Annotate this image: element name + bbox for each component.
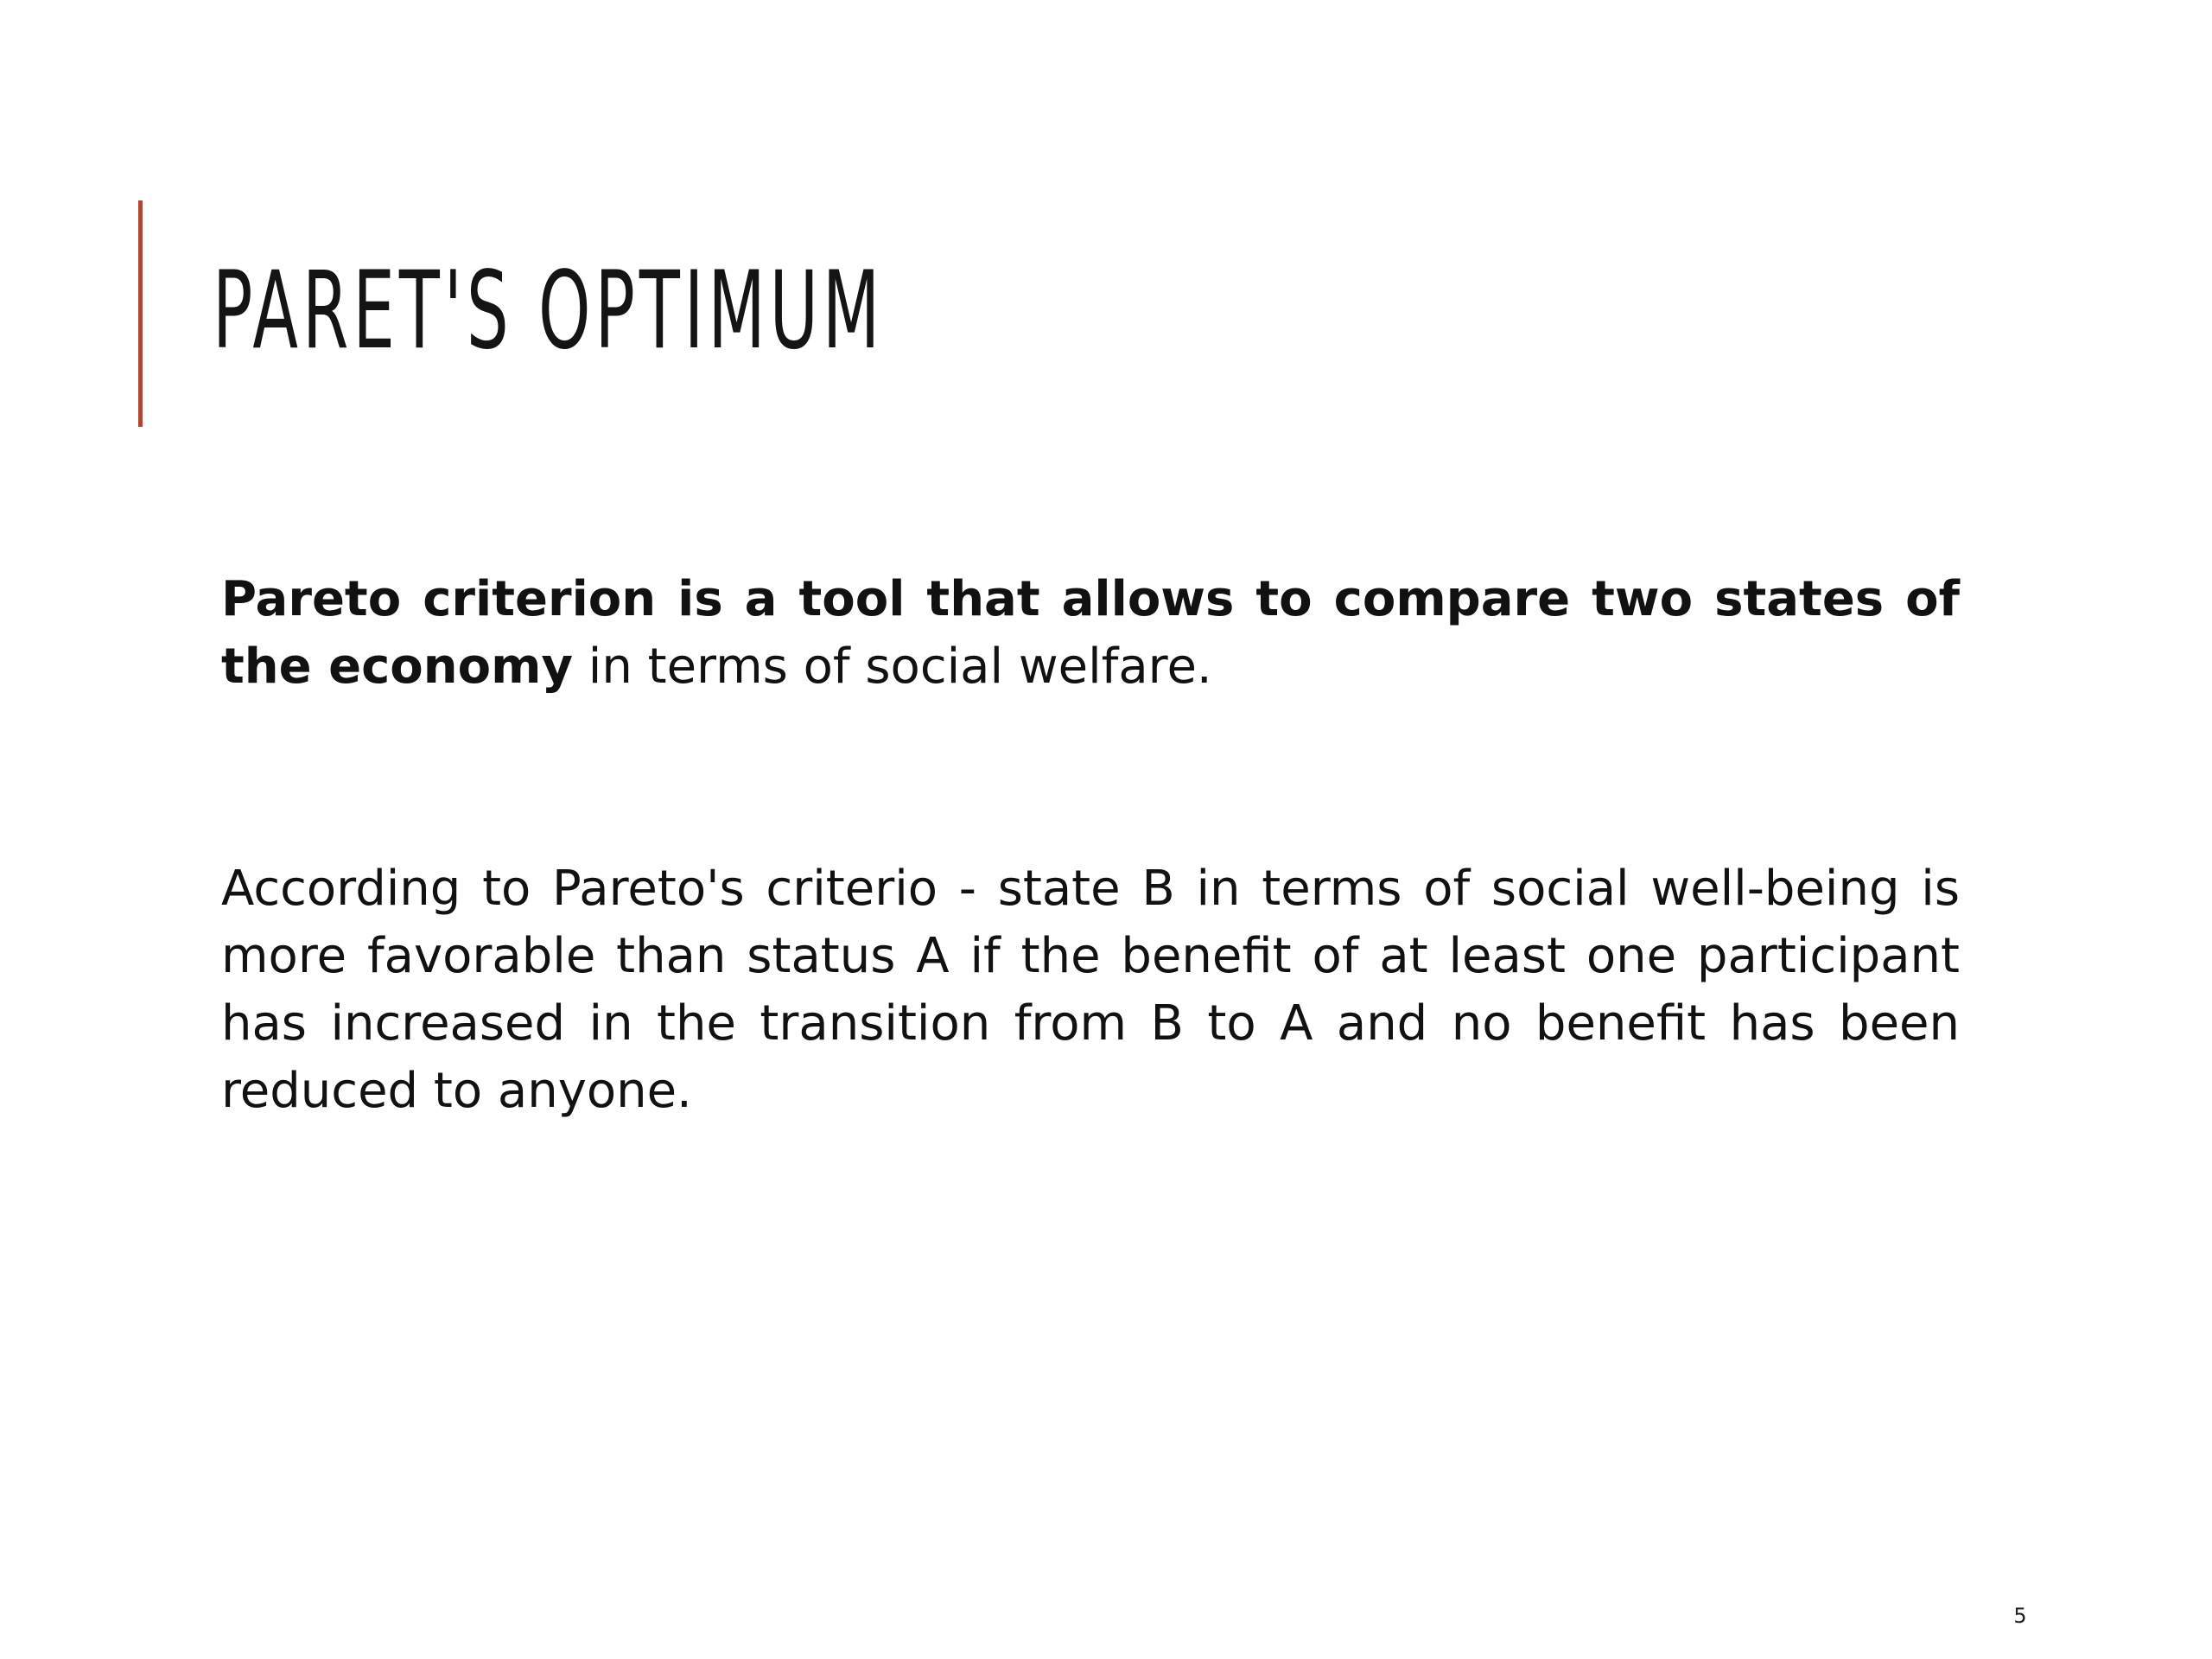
title-accent-bar — [138, 200, 143, 427]
paragraph-emphasis: Pareto criterion is a tool that allows to compare two states of the economy — [221, 571, 1960, 695]
paragraph-continuation: in terms of social welfare. — [572, 639, 1212, 695]
paragraph-pareto-definition — [221, 566, 1960, 701]
slide-title: PARET'S OPTIMUM — [213, 249, 885, 373]
page-number: 5 — [2013, 1604, 2027, 1628]
paragraph-pareto-criterion: According to Pareto's criterio - state B in terms of social well-being is more favorable than status A if the benefit of at least one participant has increased in the transition from B to A and no benefit has been reduced to anyone. — [221, 861, 1960, 1119]
